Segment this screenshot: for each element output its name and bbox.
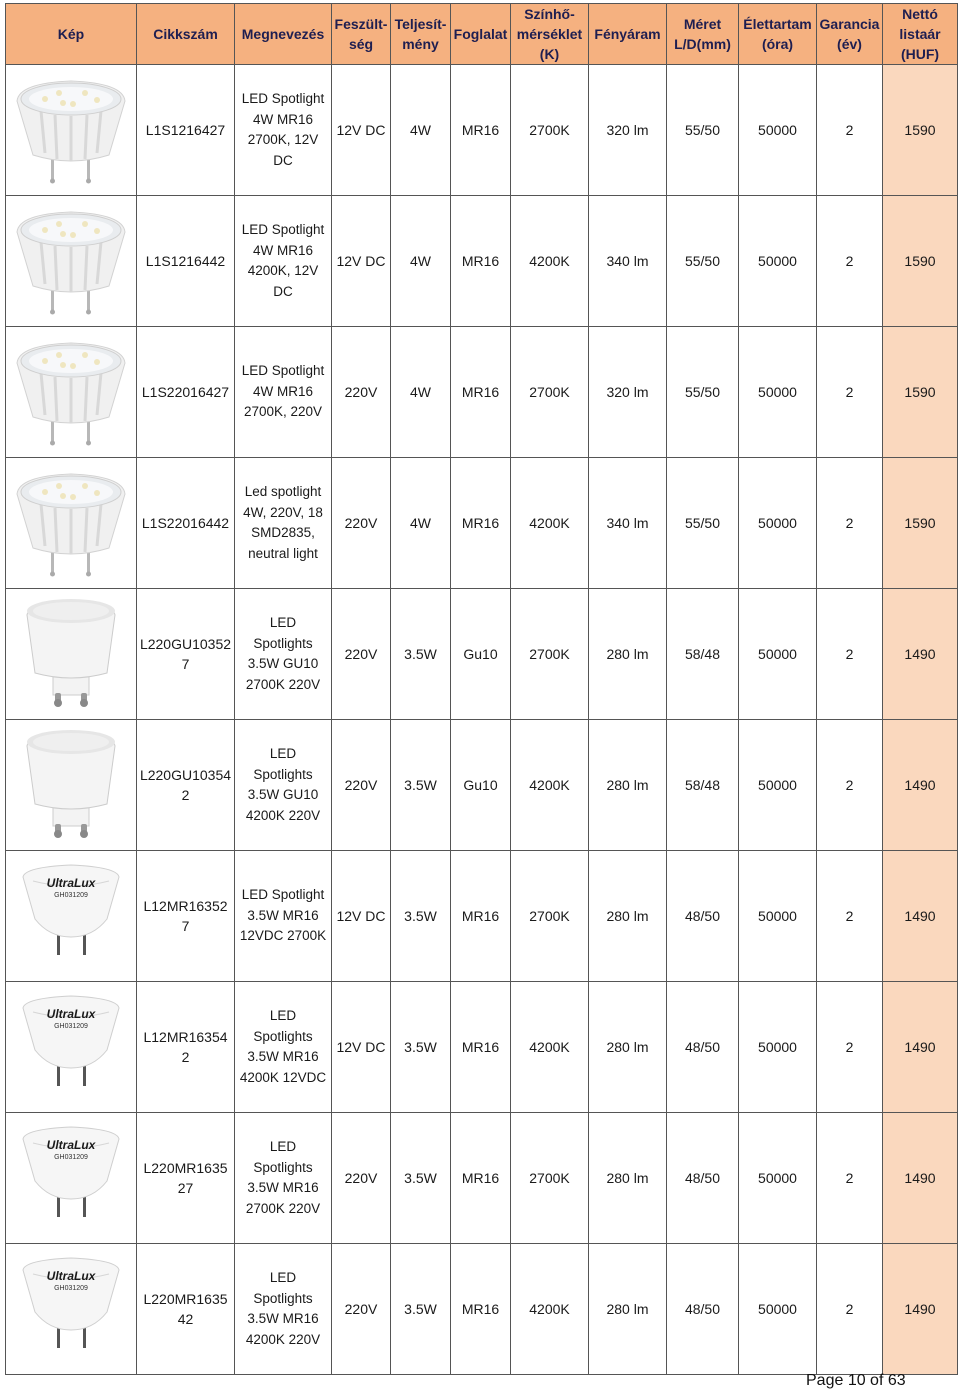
table-row (6, 1244, 958, 1375)
table-row (6, 982, 958, 1113)
cell-voltage: 220V (332, 458, 391, 589)
cell-socket: MR16 (451, 1244, 511, 1375)
cell-price: 1590 (883, 65, 958, 196)
cell-voltage: 12V DC (332, 65, 391, 196)
cell-price: 1490 (883, 720, 958, 851)
cell-name: LED Spotlight 3.5W MR16 12VDC 2700K (235, 851, 332, 982)
cell-lifetime: 50000 (739, 589, 817, 720)
cell-price: 1590 (883, 458, 958, 589)
cell-price: 1490 (883, 1244, 958, 1375)
cell-socket: MR16 (451, 65, 511, 196)
cell-color-temp: 2700K (511, 1113, 589, 1244)
cell-luminous-flux: 280 lm (589, 720, 667, 851)
cell-color-temp: 2700K (511, 851, 589, 982)
cell-warranty: 2 (817, 196, 883, 327)
cell-lifetime: 50000 (739, 458, 817, 589)
table-row (6, 589, 958, 720)
cell-voltage: 220V (332, 589, 391, 720)
cell-size: 48/50 (667, 982, 739, 1113)
header-socket: Foglalat (451, 4, 511, 65)
cell-size: 55/50 (667, 327, 739, 458)
table-row (6, 65, 958, 196)
cell-code: L220GU10354 2 (137, 720, 235, 851)
header-warranty: Garancia (év) (817, 4, 883, 65)
cell-luminous-flux: 340 lm (589, 458, 667, 589)
cell-power: 3.5W (391, 851, 451, 982)
mr16-ultralux-bulb (13, 1250, 129, 1368)
cell-code: L1S1216427 (137, 65, 235, 196)
cell-voltage: 12V DC (332, 851, 391, 982)
product-image-cell (6, 1113, 137, 1244)
cell-size: 48/50 (667, 1244, 739, 1375)
header-code: Cikkszám (137, 4, 235, 65)
cell-price: 1490 (883, 851, 958, 982)
product-image-cell (6, 720, 137, 851)
header-luminous-flux: Fényáram (589, 4, 667, 65)
cell-name: Led spotlight 4W, 220V, 18 SMD2835, neutral light (235, 458, 332, 589)
cell-warranty: 2 (817, 720, 883, 851)
cell-luminous-flux: 280 lm (589, 589, 667, 720)
cell-socket: MR16 (451, 327, 511, 458)
cell-warranty: 2 (817, 1244, 883, 1375)
mr16-white-finned-bulb (13, 464, 129, 582)
cell-name: LED Spotlights 3.5W MR16 4200K 12VDC (235, 982, 332, 1113)
cell-luminous-flux: 280 lm (589, 1113, 667, 1244)
table-row (6, 458, 958, 589)
header-voltage: Feszült- ség (332, 4, 391, 65)
cell-luminous-flux: 280 lm (589, 982, 667, 1113)
cell-lifetime: 50000 (739, 1244, 817, 1375)
cell-price: 1490 (883, 982, 958, 1113)
table-row (6, 720, 958, 851)
product-image-cell (6, 589, 137, 720)
cell-warranty: 2 (817, 458, 883, 589)
cell-warranty: 2 (817, 327, 883, 458)
cell-name: LED Spotlight 4W MR16 2700K, 220V (235, 327, 332, 458)
cell-power: 3.5W (391, 1244, 451, 1375)
cell-socket: MR16 (451, 458, 511, 589)
cell-power: 3.5W (391, 982, 451, 1113)
cell-voltage: 12V DC (332, 982, 391, 1113)
cell-socket: Gu10 (451, 589, 511, 720)
cell-price: 1590 (883, 196, 958, 327)
product-image-cell (6, 1244, 137, 1375)
cell-size: 55/50 (667, 65, 739, 196)
cell-size: 55/50 (667, 458, 739, 589)
cell-power: 4W (391, 196, 451, 327)
cell-voltage: 220V (332, 1113, 391, 1244)
mr16-white-finned-bulb (13, 71, 129, 189)
header-lifetime: Élettartam (óra) (739, 4, 817, 65)
cell-socket: MR16 (451, 982, 511, 1113)
cell-color-temp: 4200K (511, 196, 589, 327)
gu10-white-bulb (13, 595, 129, 713)
cell-luminous-flux: 340 lm (589, 196, 667, 327)
cell-color-temp: 2700K (511, 65, 589, 196)
cell-power: 4W (391, 65, 451, 196)
product-image-cell (6, 327, 137, 458)
cell-luminous-flux: 280 lm (589, 1244, 667, 1375)
cell-size: 58/48 (667, 589, 739, 720)
gu10-white-bulb (13, 726, 129, 844)
mr16-ultralux-bulb (13, 988, 129, 1106)
cell-color-temp: 4200K (511, 1244, 589, 1375)
mr16-white-finned-bulb (13, 333, 129, 451)
cell-code: L12MR16352 7 (137, 851, 235, 982)
product-image-cell (6, 982, 137, 1113)
cell-luminous-flux: 280 lm (589, 851, 667, 982)
product-image-cell (6, 458, 137, 589)
cell-lifetime: 50000 (739, 196, 817, 327)
cell-code: L12MR16354 2 (137, 982, 235, 1113)
cell-socket: MR16 (451, 196, 511, 327)
product-image-cell (6, 196, 137, 327)
cell-lifetime: 50000 (739, 982, 817, 1113)
page-number: Page 10 of 63 (806, 1372, 906, 1389)
cell-size: 55/50 (667, 196, 739, 327)
product-image-cell (6, 65, 137, 196)
cell-warranty: 2 (817, 1113, 883, 1244)
cell-name: LED Spotlight 4W MR16 2700K, 12V DC (235, 65, 332, 196)
cell-power: 4W (391, 458, 451, 589)
table-row (6, 327, 958, 458)
cell-socket: MR16 (451, 1113, 511, 1244)
cell-socket: MR16 (451, 851, 511, 982)
mr16-ultralux-bulb (13, 857, 129, 975)
cell-name: LED Spotlights 3.5W MR16 4200K 220V (235, 1244, 332, 1375)
cell-power: 4W (391, 327, 451, 458)
cell-code: L1S22016427 (137, 327, 235, 458)
cell-code: L1S22016442 (137, 458, 235, 589)
mr16-white-finned-bulb (13, 202, 129, 320)
cell-price: 1590 (883, 327, 958, 458)
header-color-temp: Színhő- mérséklet (K) (511, 4, 589, 65)
cell-warranty: 2 (817, 982, 883, 1113)
cell-code: L220MR1635 42 (137, 1244, 235, 1375)
header-image: Kép (6, 4, 137, 65)
cell-power: 3.5W (391, 589, 451, 720)
cell-code: L1S1216442 (137, 196, 235, 327)
cell-voltage: 220V (332, 720, 391, 851)
cell-price: 1490 (883, 589, 958, 720)
cell-color-temp: 4200K (511, 982, 589, 1113)
cell-color-temp: 4200K (511, 458, 589, 589)
cell-price: 1490 (883, 1113, 958, 1244)
cell-warranty: 2 (817, 65, 883, 196)
cell-color-temp: 2700K (511, 589, 589, 720)
cell-lifetime: 50000 (739, 65, 817, 196)
table-row (6, 851, 958, 982)
table-row (6, 196, 958, 327)
cell-color-temp: 4200K (511, 720, 589, 851)
header-row (6, 4, 958, 65)
cell-lifetime: 50000 (739, 327, 817, 458)
cell-name: LED Spotlights 3.5W GU10 2700K 220V (235, 589, 332, 720)
header-price: Nettó listaár (HUF) (883, 4, 958, 65)
cell-color-temp: 2700K (511, 327, 589, 458)
header-name: Megnevezés (235, 4, 332, 65)
cell-luminous-flux: 320 lm (589, 65, 667, 196)
cell-voltage: 220V (332, 327, 391, 458)
table-row (6, 1113, 958, 1244)
header-power: Teljesít- mény (391, 4, 451, 65)
cell-luminous-flux: 320 lm (589, 327, 667, 458)
cell-warranty: 2 (817, 851, 883, 982)
cell-name: LED Spotlights 3.5W MR16 2700K 220V (235, 1113, 332, 1244)
cell-voltage: 12V DC (332, 196, 391, 327)
cell-warranty: 2 (817, 589, 883, 720)
cell-size: 48/50 (667, 851, 739, 982)
cell-size: 58/48 (667, 720, 739, 851)
cell-name: LED Spotlight 4W MR16 4200K, 12V DC (235, 196, 332, 327)
cell-code: L220GU10352 7 (137, 589, 235, 720)
price-list-table (5, 3, 958, 1375)
cell-lifetime: 50000 (739, 1113, 817, 1244)
cell-socket: Gu10 (451, 720, 511, 851)
cell-size: 48/50 (667, 1113, 739, 1244)
table-body (6, 65, 958, 1375)
header-size: Méret L/D(mm) (667, 4, 739, 65)
cell-power: 3.5W (391, 720, 451, 851)
cell-lifetime: 50000 (739, 851, 817, 982)
mr16-ultralux-bulb (13, 1119, 129, 1237)
cell-voltage: 220V (332, 1244, 391, 1375)
cell-code: L220MR1635 27 (137, 1113, 235, 1244)
cell-lifetime: 50000 (739, 720, 817, 851)
cell-name: LED Spotlights 3.5W GU10 4200K 220V (235, 720, 332, 851)
product-image-cell (6, 851, 137, 982)
cell-power: 3.5W (391, 1113, 451, 1244)
